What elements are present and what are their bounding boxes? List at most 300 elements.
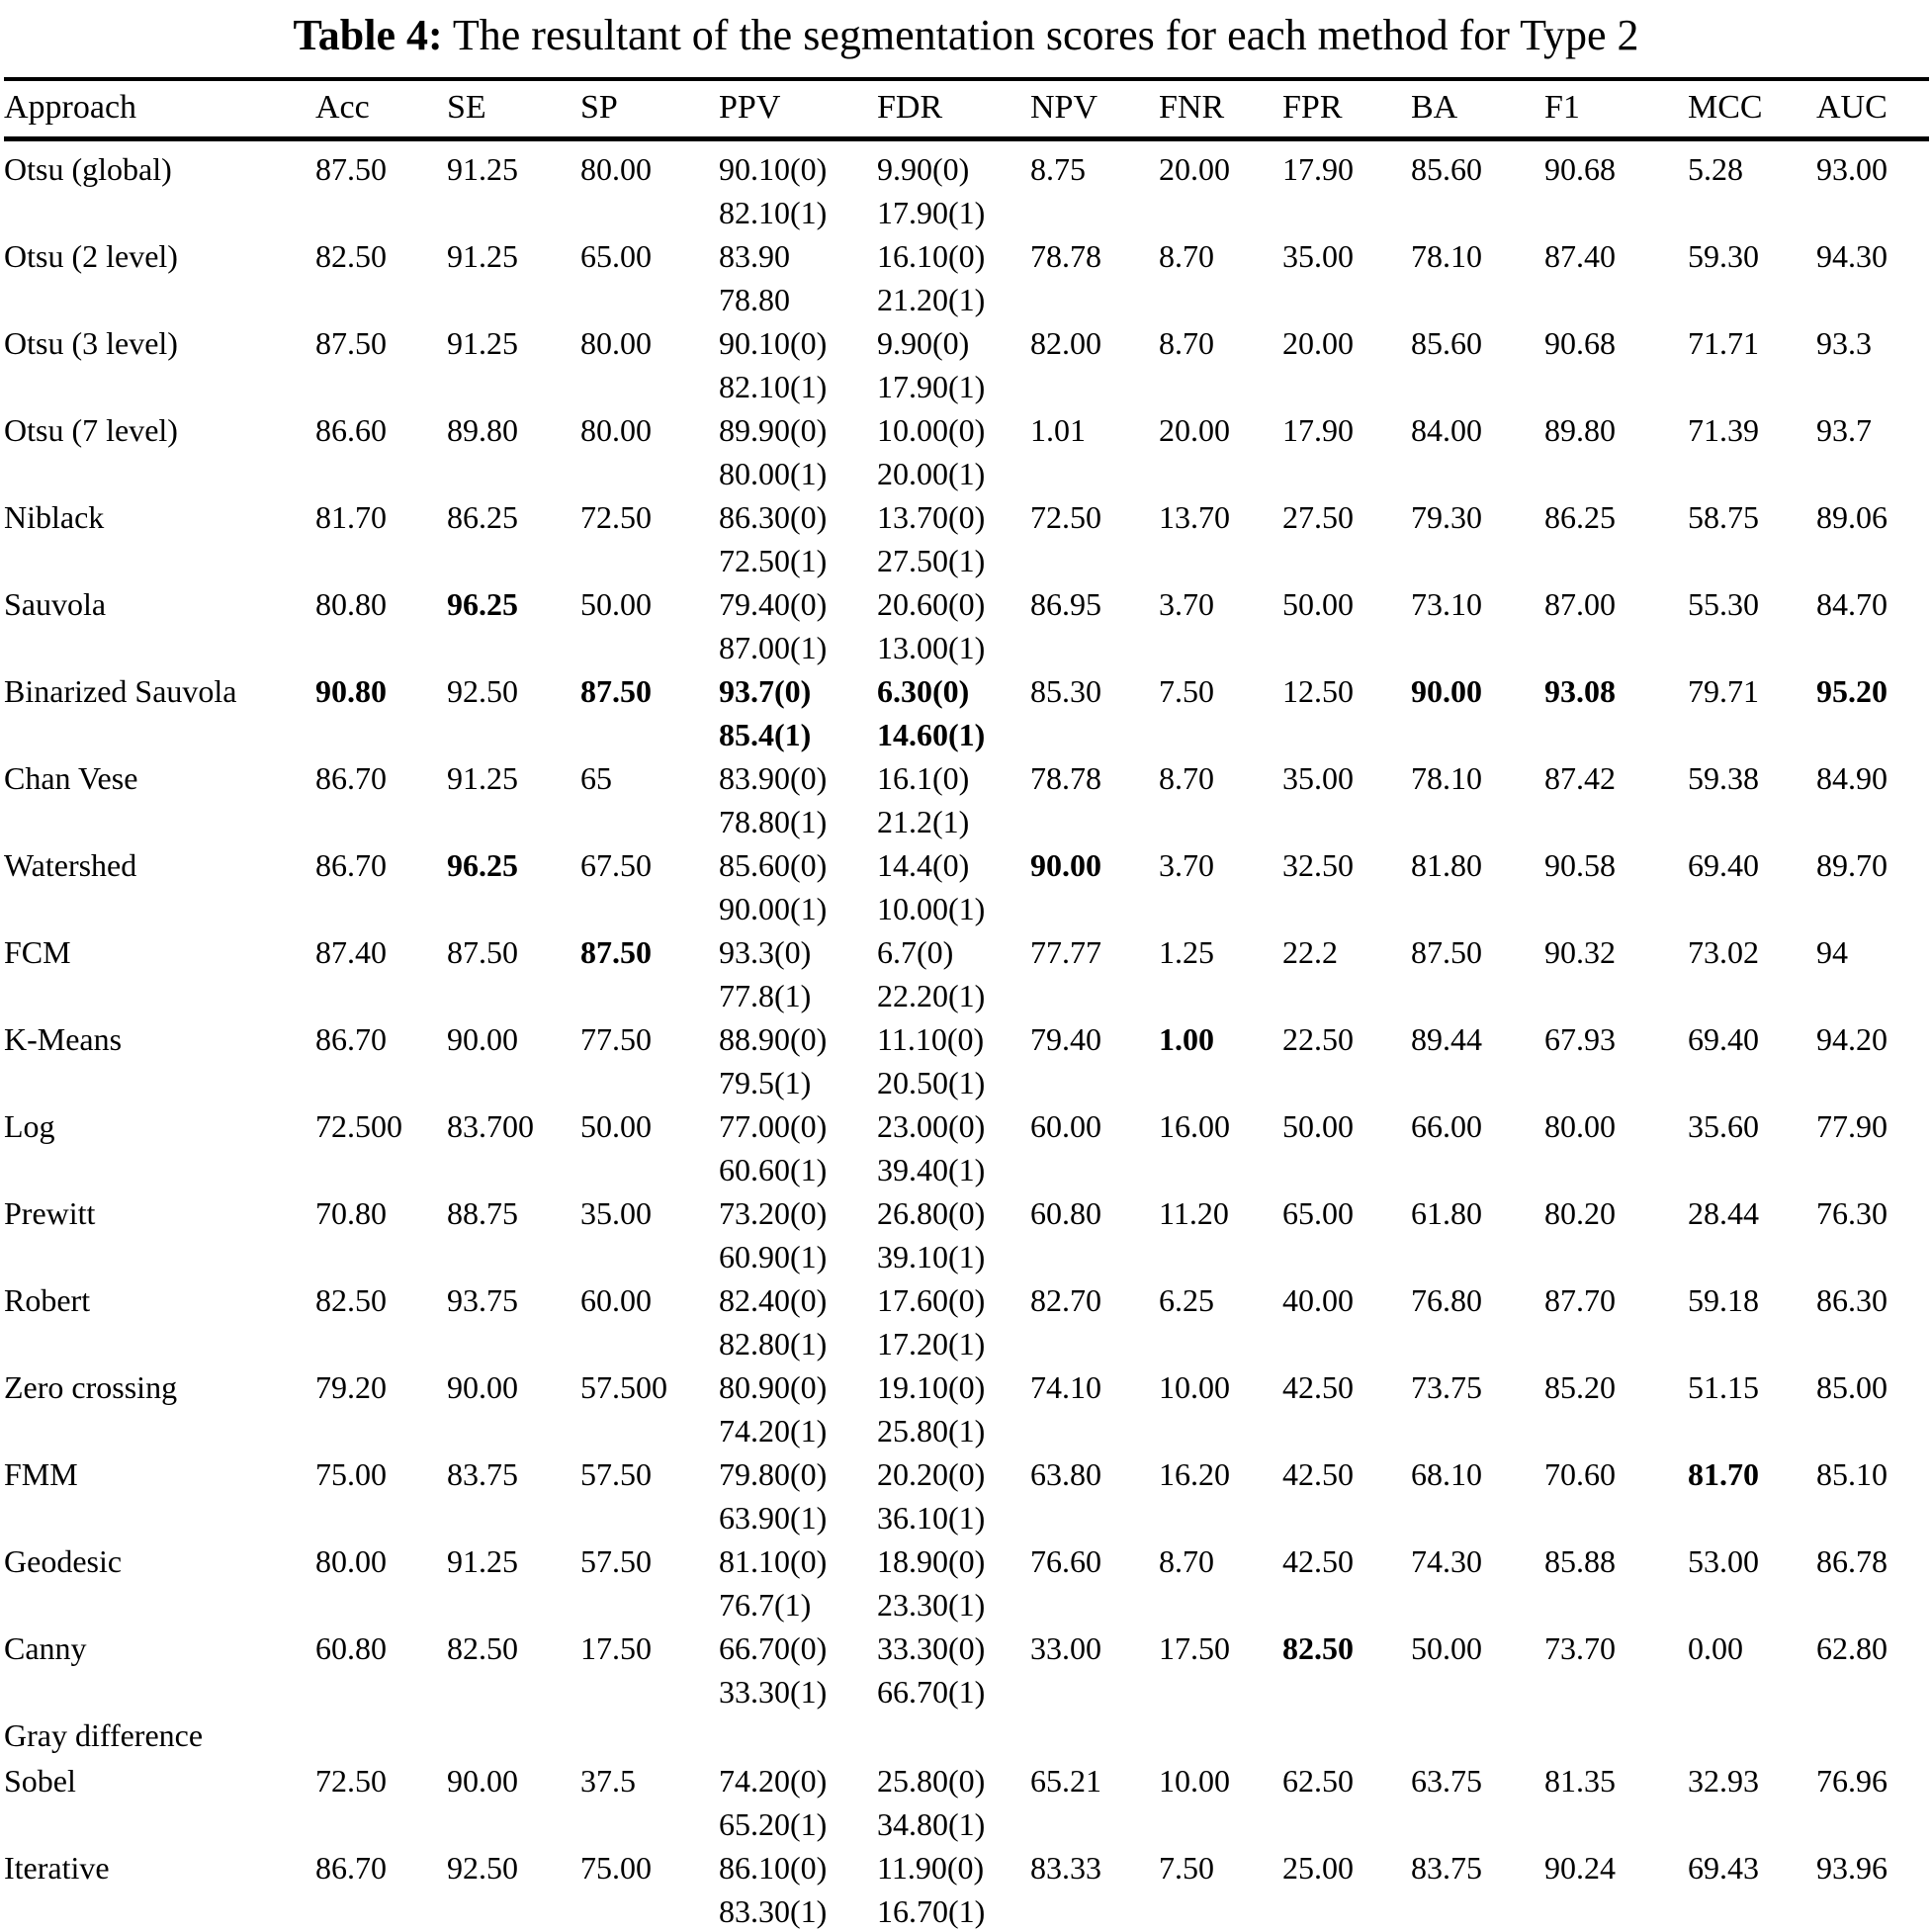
cell-value: 87.42 <box>1544 760 1616 796</box>
table-cell <box>1411 1104 1544 1191</box>
column-header-npv: NPV <box>1030 79 1159 139</box>
cell-value: 68.10 <box>1411 1456 1482 1492</box>
table-cell <box>1030 321 1159 408</box>
cell-value: 83.90(0) <box>719 760 828 796</box>
cell-value: 82.50 <box>447 1630 518 1666</box>
table-cell <box>1688 1626 1816 1713</box>
cell-value: 1.25 <box>1159 934 1214 970</box>
cell-value: 83.700 <box>447 1108 534 1144</box>
table-cell <box>719 1626 877 1713</box>
table-cell <box>315 1846 447 1932</box>
table-cell <box>1544 669 1688 756</box>
cell-value: 85.4(1) <box>719 717 812 752</box>
table-cell <box>1411 1626 1544 1713</box>
cell-value: 71.71 <box>1688 325 1759 361</box>
table-cell <box>1411 582 1544 669</box>
table-cell <box>447 234 580 321</box>
table-cell <box>1816 1452 1929 1539</box>
cell-value: 62.50 <box>1282 1763 1354 1799</box>
table-cell <box>877 1191 1030 1278</box>
cell-value: 84.00 <box>1411 412 1482 448</box>
cell-value: 86.70 <box>315 1021 387 1057</box>
cell-value: 60.80 <box>315 1630 387 1666</box>
cell-value: 0.00 <box>1688 1630 1743 1666</box>
cell-value: 14.60(1) <box>877 717 986 752</box>
table-cell <box>447 1846 580 1932</box>
table-cell <box>580 495 719 582</box>
cell-value: 17.90 <box>1282 151 1354 187</box>
cell-value: 50.00 <box>1282 586 1354 622</box>
table-cell <box>580 669 719 756</box>
cell-value: 21.2(1) <box>877 804 970 839</box>
cell-value: 79.30 <box>1411 499 1482 535</box>
table-cell <box>719 1017 877 1104</box>
cell-value: 96.25 <box>447 847 518 883</box>
row-label: Watershed <box>4 847 137 883</box>
cell-value: 77.8(1) <box>719 978 812 1013</box>
column-header-approach: Approach <box>4 79 315 139</box>
table-cell <box>1816 234 1929 321</box>
table-cell <box>1030 234 1159 321</box>
cell-value: 57.50 <box>580 1543 652 1579</box>
cell-value: 33.30(0) <box>877 1630 986 1666</box>
cell-value: 63.80 <box>1030 1456 1101 1492</box>
table-cell <box>1544 1713 1688 1759</box>
cell-value: 23.30(1) <box>877 1587 986 1623</box>
table-cell <box>1411 843 1544 930</box>
table-cell <box>1282 1365 1411 1452</box>
table-cell <box>1030 1278 1159 1365</box>
table-cell <box>447 139 580 235</box>
cell-value: 22.20(1) <box>877 978 986 1013</box>
cell-value: 87.40 <box>315 934 387 970</box>
segmentation-scores-table <box>4 77 1929 1932</box>
cell-value: 90.00 <box>447 1763 518 1799</box>
cell-value: 82.00 <box>1030 325 1101 361</box>
table-caption-number: Table 4: <box>293 11 443 59</box>
cell-value: 91.25 <box>447 238 518 274</box>
cell-value: 86.70 <box>315 1850 387 1886</box>
cell-value: 86.30(0) <box>719 499 828 535</box>
table-cell <box>1688 495 1816 582</box>
cell-value: 85.60 <box>1411 325 1482 361</box>
table-cell <box>1688 1539 1816 1626</box>
table-cell <box>719 321 877 408</box>
cell-value: 87.50 <box>580 673 652 709</box>
table-cell <box>1159 1846 1282 1932</box>
table-cell <box>1688 1846 1816 1932</box>
cell-value: 59.18 <box>1688 1282 1759 1318</box>
table-cell <box>1030 1539 1159 1626</box>
table-cell <box>1030 495 1159 582</box>
table-cell <box>1282 1191 1411 1278</box>
cell-value: 89.80 <box>1544 412 1616 448</box>
cell-value: 57.50 <box>580 1456 652 1492</box>
cell-value: 60.80 <box>1030 1195 1101 1231</box>
cell-value: 33.30(1) <box>719 1674 828 1710</box>
cell-value: 81.35 <box>1544 1763 1616 1799</box>
table-cell <box>1030 1452 1159 1539</box>
table-cell <box>719 1713 877 1759</box>
row-label: Otsu (3 level) <box>4 325 178 361</box>
cell-value: 80.00 <box>580 151 652 187</box>
column-header-mcc: MCC <box>1688 79 1816 139</box>
cell-value: 51.15 <box>1688 1369 1759 1405</box>
cell-value: 60.00 <box>1030 1108 1101 1144</box>
table-cell <box>1544 495 1688 582</box>
cell-value: 91.25 <box>447 760 518 796</box>
cell-value: 86.25 <box>447 499 518 535</box>
table-cell <box>1411 1017 1544 1104</box>
table-row-binarized-sauvola <box>4 669 1929 756</box>
row-label: Prewitt <box>4 1195 96 1231</box>
cell-value: 21.20(1) <box>877 282 986 317</box>
column-header-fdr: FDR <box>877 79 1030 139</box>
table-cell <box>315 930 447 1017</box>
cell-value: 74.20(0) <box>719 1763 828 1799</box>
table-cell <box>447 1017 580 1104</box>
table-cell <box>719 843 877 930</box>
table-cell <box>580 1452 719 1539</box>
cell-value: 7.50 <box>1159 673 1214 709</box>
cell-value: 69.40 <box>1688 1021 1759 1057</box>
table-cell <box>1159 1713 1282 1759</box>
cell-value: 32.50 <box>1282 847 1354 883</box>
table-cell <box>1282 408 1411 495</box>
table-cell <box>1159 408 1282 495</box>
table-cell <box>877 234 1030 321</box>
row-label: FMM <box>4 1456 78 1492</box>
table-cell <box>580 1539 719 1626</box>
cell-value: 85.30 <box>1030 673 1101 709</box>
table-cell <box>1282 582 1411 669</box>
cell-value: 72.50 <box>315 1763 387 1799</box>
cell-value: 50.00 <box>1411 1630 1482 1666</box>
cell-value: 82.40(0) <box>719 1282 828 1318</box>
cell-value: 1.00 <box>1159 1021 1214 1057</box>
cell-value: 35.00 <box>1282 760 1354 796</box>
cell-value: 90.00 <box>447 1021 518 1057</box>
cell-value: 40.00 <box>1282 1282 1354 1318</box>
table-cell <box>1030 1713 1159 1759</box>
table-header-row <box>4 79 1929 139</box>
table-cell <box>315 234 447 321</box>
table-cell <box>1544 1191 1688 1278</box>
cell-value: 16.20 <box>1159 1456 1230 1492</box>
cell-value: 90.10(0) <box>719 151 828 187</box>
table-cell <box>1159 1626 1282 1713</box>
table-cell <box>1030 1365 1159 1452</box>
table-cell <box>1282 669 1411 756</box>
cell-value: 93.3 <box>1816 325 1872 361</box>
table-cell <box>580 1017 719 1104</box>
cell-value: 25.80(0) <box>877 1763 986 1799</box>
cell-value: 89.44 <box>1411 1021 1482 1057</box>
cell-value: 59.30 <box>1688 238 1759 274</box>
row-label: Otsu (2 level) <box>4 238 178 274</box>
table-cell <box>1282 139 1411 235</box>
table-cell <box>1030 1191 1159 1278</box>
table-cell <box>1282 1017 1411 1104</box>
cell-value: 87.40 <box>1544 238 1616 274</box>
table-cell <box>877 1104 1030 1191</box>
cell-value: 93.00 <box>1816 151 1888 187</box>
table-row-canny <box>4 1626 1929 1713</box>
table-cell <box>1544 930 1688 1017</box>
cell-value: 42.50 <box>1282 1543 1354 1579</box>
cell-value: 93.75 <box>447 1282 518 1318</box>
cell-value: 75.00 <box>315 1456 387 1492</box>
cell-value: 79.40 <box>1030 1021 1101 1057</box>
table-cell <box>315 495 447 582</box>
column-header-auc: AUC <box>1816 79 1929 139</box>
table-cell <box>315 1278 447 1365</box>
table-row-otsu-3-level- <box>4 321 1929 408</box>
table-cell <box>719 234 877 321</box>
cell-value: 17.90(1) <box>877 369 986 404</box>
cell-value: 78.78 <box>1030 760 1101 796</box>
cell-value: 14.4(0) <box>877 847 970 883</box>
cell-value: 74.30 <box>1411 1543 1482 1579</box>
table-cell <box>447 1452 580 1539</box>
cell-value: 77.90 <box>1816 1108 1888 1144</box>
cell-value: 90.00 <box>447 1369 518 1405</box>
table-cell <box>1816 321 1929 408</box>
cell-value: 88.90(0) <box>719 1021 828 1057</box>
cell-value: 17.20(1) <box>877 1326 986 1361</box>
table-cell <box>1688 1104 1816 1191</box>
table-row-otsu-7-level- <box>4 408 1929 495</box>
table-cell <box>719 139 877 235</box>
table-cell <box>1159 669 1282 756</box>
table-cell <box>1544 408 1688 495</box>
cell-value: 90.32 <box>1544 934 1616 970</box>
cell-value: 93.08 <box>1544 673 1616 709</box>
cell-value: 20.60(0) <box>877 586 986 622</box>
cell-value: 6.30(0) <box>877 673 970 709</box>
cell-value: 66.00 <box>1411 1108 1482 1144</box>
table-cell <box>1282 1713 1411 1759</box>
table-cell <box>1159 843 1282 930</box>
table-cell <box>1159 139 1282 235</box>
table-cell <box>580 1278 719 1365</box>
table-cell <box>1411 139 1544 235</box>
row-label: FCM <box>4 934 71 970</box>
cell-value: 81.70 <box>315 499 387 535</box>
table-cell <box>580 1365 719 1452</box>
cell-value: 93.3(0) <box>719 934 812 970</box>
table-cell <box>1411 321 1544 408</box>
cell-value: 3.70 <box>1159 847 1214 883</box>
row-label: Gray difference <box>4 1717 204 1753</box>
table-cell <box>1159 1452 1282 1539</box>
table-cell <box>1411 669 1544 756</box>
table-cell <box>1282 495 1411 582</box>
cell-value: 80.00 <box>1544 1108 1616 1144</box>
table-cell <box>315 582 447 669</box>
cell-value: 90.00 <box>1030 847 1101 883</box>
table-cell <box>580 1104 719 1191</box>
table-cell <box>1816 843 1929 930</box>
cell-value: 76.7(1) <box>719 1587 812 1623</box>
table-cell <box>447 1626 580 1713</box>
table-cell <box>1282 756 1411 843</box>
table-cell <box>719 1846 877 1932</box>
table-row-k-means <box>4 1017 1929 1104</box>
cell-value: 85.88 <box>1544 1543 1616 1579</box>
table-cell <box>877 1713 1030 1759</box>
cell-value: 85.60 <box>1411 151 1482 187</box>
cell-value: 80.20 <box>1544 1195 1616 1231</box>
table-cell <box>1411 408 1544 495</box>
table-cell <box>877 1626 1030 1713</box>
table-row-chan-vese <box>4 756 1929 843</box>
cell-value: 89.80 <box>447 412 518 448</box>
row-label: Sauvola <box>4 586 107 622</box>
cell-value: 11.90(0) <box>877 1850 985 1886</box>
cell-value: 90.00 <box>1411 673 1482 709</box>
table-cell <box>877 843 1030 930</box>
table-row-sauvola <box>4 582 1929 669</box>
table-cell <box>1282 1452 1411 1539</box>
table-cell <box>315 1191 447 1278</box>
table-cell <box>1544 582 1688 669</box>
row-label: Geodesic <box>4 1543 123 1579</box>
cell-value: 22.2 <box>1282 934 1338 970</box>
table-cell <box>1544 1626 1688 1713</box>
cell-value: 85.20 <box>1544 1369 1616 1405</box>
cell-value: 69.43 <box>1688 1850 1759 1886</box>
cell-value: 79.40(0) <box>719 586 828 622</box>
cell-value: 73.10 <box>1411 586 1482 622</box>
table-cell <box>1282 930 1411 1017</box>
table-cell <box>877 1539 1030 1626</box>
row-label: Chan Vese <box>4 760 138 796</box>
table-cell <box>447 669 580 756</box>
table-cell <box>1411 1539 1544 1626</box>
table-cell <box>877 1452 1030 1539</box>
cell-value: 55.30 <box>1688 586 1759 622</box>
table-cell <box>877 321 1030 408</box>
table-cell <box>315 139 447 235</box>
cell-value: 87.00 <box>1544 586 1616 622</box>
cell-value: 87.50 <box>315 325 387 361</box>
cell-value: 77.50 <box>580 1021 652 1057</box>
row-label: Iterative <box>4 1850 110 1886</box>
table-cell <box>580 234 719 321</box>
table-cell <box>315 1539 447 1626</box>
column-header-f1: F1 <box>1544 79 1688 139</box>
cell-value: 17.90 <box>1282 412 1354 448</box>
row-label: Log <box>4 1108 55 1144</box>
cell-value: 50.00 <box>580 586 652 622</box>
cell-value: 82.50 <box>315 238 387 274</box>
cell-value: 72.50 <box>580 499 652 535</box>
table-cell <box>1688 930 1816 1017</box>
table-cell <box>1816 1191 1929 1278</box>
table-cell <box>1159 234 1282 321</box>
table-row-fmm <box>4 1452 1929 1539</box>
table-cell <box>315 1365 447 1452</box>
cell-value: 76.80 <box>1411 1282 1482 1318</box>
cell-value: 67.93 <box>1544 1021 1616 1057</box>
cell-value: 65 <box>580 760 612 796</box>
cell-value: 77.77 <box>1030 934 1101 970</box>
cell-value: 87.00(1) <box>719 630 828 665</box>
table-row-fcm <box>4 930 1929 1017</box>
table-row-geodesic <box>4 1539 1929 1626</box>
cell-value: 6.25 <box>1159 1282 1214 1318</box>
cell-value: 90.24 <box>1544 1850 1616 1886</box>
cell-value: 89.90(0) <box>719 412 828 448</box>
table-cell <box>877 669 1030 756</box>
cell-value: 78.80 <box>719 282 790 317</box>
table-cell <box>1544 234 1688 321</box>
cell-value: 90.68 <box>1544 325 1616 361</box>
cell-value: 82.50 <box>315 1282 387 1318</box>
cell-value: 93.7 <box>1816 412 1872 448</box>
cell-value: 86.10(0) <box>719 1850 828 1886</box>
cell-value: 11.20 <box>1159 1195 1229 1231</box>
cell-value: 83.75 <box>447 1456 518 1492</box>
table-cell <box>1816 1713 1929 1759</box>
table-cell <box>719 669 877 756</box>
cell-value: 6.7(0) <box>877 934 954 970</box>
table-cell <box>580 756 719 843</box>
table-cell <box>1816 930 1929 1017</box>
cell-value: 90.00(1) <box>719 891 828 926</box>
cell-value: 87.70 <box>1544 1282 1616 1318</box>
table-cell <box>1030 1759 1159 1846</box>
cell-value: 20.00 <box>1282 325 1354 361</box>
cell-value: 82.70 <box>1030 1282 1101 1318</box>
table-cell <box>1159 321 1282 408</box>
cell-value: 36.10(1) <box>877 1500 986 1536</box>
table-cell <box>1816 756 1929 843</box>
table-row-log <box>4 1104 1929 1191</box>
cell-value: 90.58 <box>1544 847 1616 883</box>
table-cell <box>580 139 719 235</box>
table-cell <box>1816 669 1929 756</box>
cell-value: 82.10(1) <box>719 369 828 404</box>
table-cell <box>719 582 877 669</box>
cell-value: 19.10(0) <box>877 1369 986 1405</box>
cell-value: 79.80(0) <box>719 1456 828 1492</box>
cell-value: 96.25 <box>447 586 518 622</box>
cell-value: 75.00 <box>580 1850 652 1886</box>
column-header-acc: Acc <box>315 79 447 139</box>
table-cell <box>1544 1365 1688 1452</box>
cell-value: 34.80(1) <box>877 1806 986 1842</box>
cell-value: 27.50 <box>1282 499 1354 535</box>
cell-value: 13.70 <box>1159 499 1230 535</box>
cell-value: 86.95 <box>1030 586 1101 622</box>
cell-value: 17.90(1) <box>877 195 986 230</box>
cell-value: 70.60 <box>1544 1456 1616 1492</box>
table-cell <box>1544 1104 1688 1191</box>
table-cell <box>1159 582 1282 669</box>
cell-value: 63.75 <box>1411 1763 1482 1799</box>
cell-value: 42.50 <box>1282 1369 1354 1405</box>
table-cell <box>1030 408 1159 495</box>
cell-value: 85.00 <box>1816 1369 1888 1405</box>
table-cell <box>1688 756 1816 843</box>
row-label: Binarized Sauvola <box>4 673 237 709</box>
cell-value: 87.50 <box>315 151 387 187</box>
table-cell <box>1282 1846 1411 1932</box>
table-cell <box>1544 139 1688 235</box>
cell-value: 79.71 <box>1688 673 1759 709</box>
